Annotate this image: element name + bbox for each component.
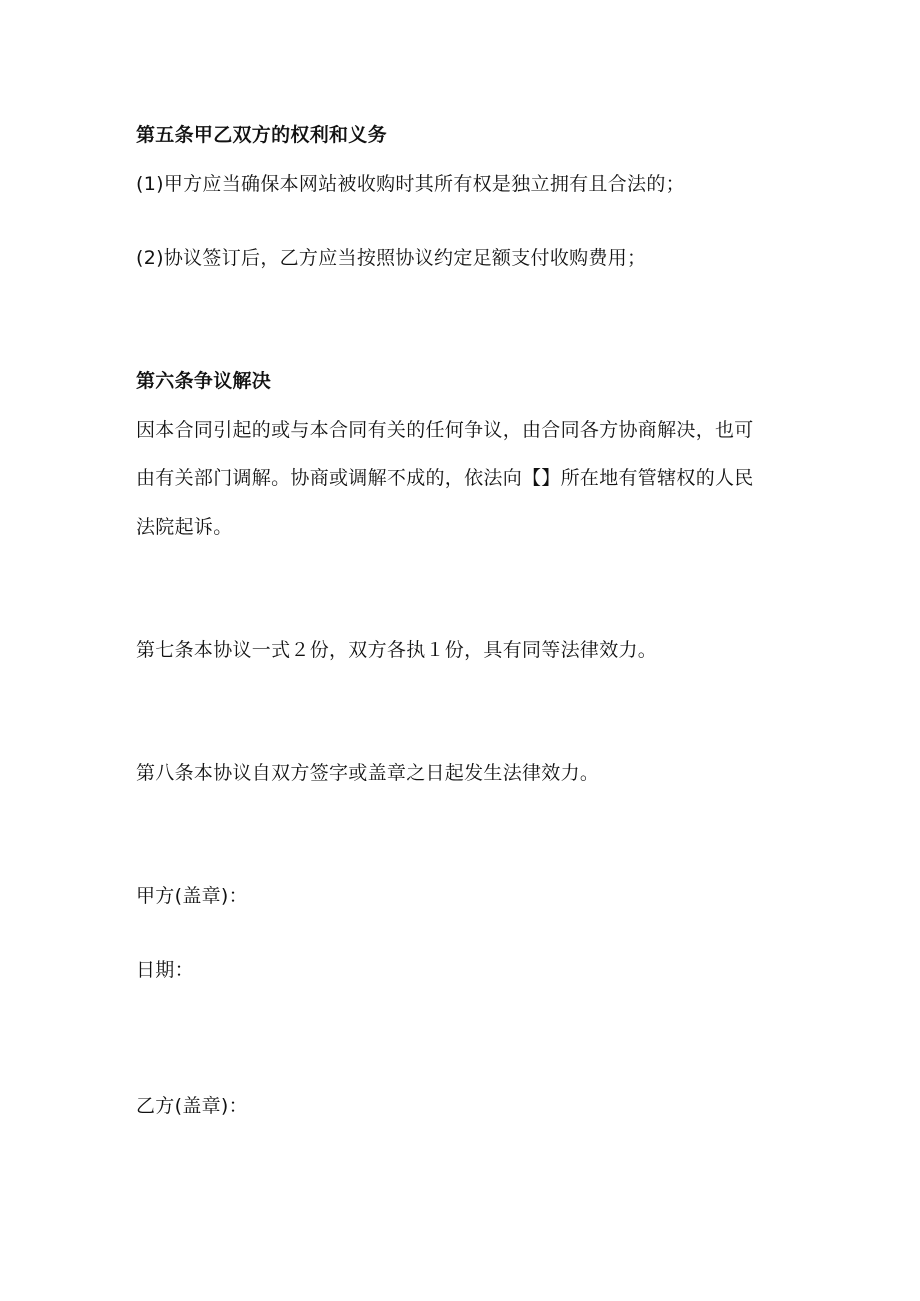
article6-line3: 法院起诉。 <box>136 516 233 538</box>
article5-heading: 第五条甲乙双方的权利和义务 <box>136 124 387 146</box>
article6-line1: 因本合同引起的或与本合同有关的任何争议，由合同各方协商解决，也可 <box>136 419 754 441</box>
party-a-seal-label: 甲方(盖章)： <box>136 885 248 907</box>
article5-item1: (1)甲方应当确保本网站被收购时其所有权是独立拥有且合法的； <box>136 173 685 195</box>
article5-item2: (2)协议签订后，乙方应当按照协议约定足额支付收购费用； <box>136 247 647 269</box>
party-b-seal-label: 乙方(盖章)： <box>136 1095 248 1117</box>
date-label: 日期： <box>136 959 194 981</box>
article7-text: 第七条本协议一式２份，双方各执１份，具有同等法律效力。 <box>136 639 658 661</box>
article6-line2: 由有关部门调解。协商或调解不成的，依法向【】所在地有管辖权的人民 <box>136 467 754 489</box>
article6-heading: 第六条争议解决 <box>136 370 272 392</box>
article8-text: 第八条本协议自双方签字或盖章之日起发生法律效力。 <box>136 762 600 784</box>
